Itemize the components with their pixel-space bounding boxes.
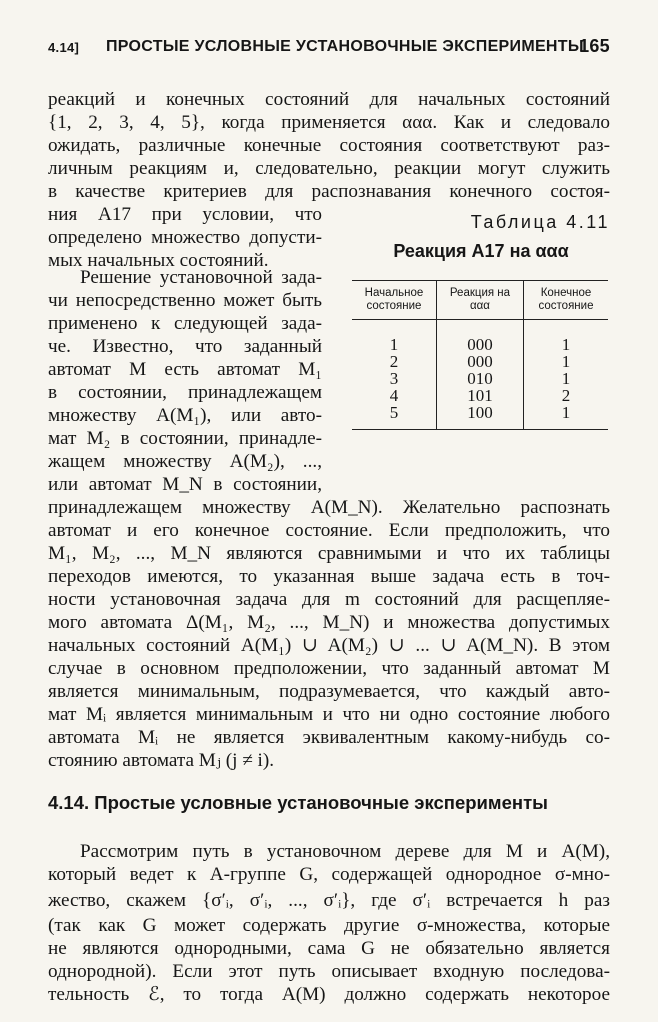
- text-line: тельность ℰ, то тогда A(M) должно содержать некоторое: [48, 984, 610, 1005]
- section-heading: 4.14. Простые условные установочные эксперименты: [48, 792, 548, 813]
- text-line: ния A17 при условии, что: [48, 204, 322, 225]
- table-cell: 2: [524, 387, 609, 404]
- table-row: [352, 387, 608, 404]
- text-line: автомат M есть автомат M₁: [48, 359, 322, 380]
- text-line: множеству A(M₁), или авто-: [48, 405, 322, 426]
- table-row: [352, 370, 608, 387]
- table-header: Конечное состояние: [524, 281, 609, 320]
- text-line: принадлежащем множеству A(M_N). Желательно распознать: [48, 497, 610, 518]
- table-cell: 1: [524, 320, 609, 354]
- text-line: жащем множеству A(M₂), ...,: [48, 451, 322, 472]
- table-cell: 101: [436, 387, 523, 404]
- table-header: Реакция на ααα: [436, 281, 523, 320]
- table-cell: 5: [389, 403, 399, 422]
- text-line: не являются однородными, сама G не обязательно является: [48, 938, 610, 959]
- text-line: начальных состояний A(M₁) ∪ A(M₂) ∪ ... ∪ A(M_N). В этом: [48, 635, 610, 656]
- text-line: мат M₂ в состоянии, принадле-: [48, 428, 322, 449]
- text-line: реакций и конечных состояний для начальных состояний: [48, 89, 610, 110]
- text-line: автомат и его конечное состояние. Если предположить, что: [48, 520, 610, 541]
- table-row: [352, 353, 608, 370]
- table-cell: 1: [524, 370, 609, 387]
- table-cell: 1: [389, 335, 399, 354]
- table-cell: 100: [436, 404, 523, 430]
- table-cell: 000: [436, 320, 523, 354]
- text-line: мого автомата Δ(M₁, M₂, ..., M_N) и множества допустимых: [48, 612, 610, 633]
- running-head: [48, 36, 610, 62]
- text-line: M₁, M₂, ..., M_N являются сравнимыми и что их таблицы: [48, 543, 610, 564]
- table-cell: 010: [436, 370, 523, 387]
- text-line: личным реакциям и, следовательно, реакции могут служить: [48, 158, 610, 179]
- header-title: ПРОСТЫЕ УСЛОВНЫЕ УСТАНОВОЧНЫЕ ЭКСПЕРИМЕНТЫ: [106, 38, 584, 55]
- table-title: Таблица 4.11: [470, 212, 610, 232]
- page-number: 165: [579, 36, 610, 56]
- text-line: (так как G может содержать другие σ-множества, которые: [48, 915, 610, 936]
- text-line: или автомат M_N в состоянии,: [48, 474, 322, 495]
- text-line: определено множество допусти-: [48, 227, 322, 248]
- header-section-number: 4.14]: [48, 40, 80, 55]
- text-line: является минимальным, подразумевается, что каждый авто-: [48, 681, 610, 702]
- table-row: [352, 404, 608, 430]
- text-line: че. Известно, что заданный: [48, 336, 322, 357]
- text-line: Решение установочной зада-: [80, 267, 322, 288]
- table-cell: 2: [389, 352, 399, 371]
- text-line: {1, 2, 3, 4, 5}, когда применяется ααα. Как и следовало: [48, 112, 610, 133]
- text-line: стоянию автомата Mⱼ (j ≠ i).: [48, 750, 275, 771]
- text-line: ности установочная задача для m состояний для расщепляе-: [48, 589, 610, 610]
- text-line: мат Mᵢ является минимальным и что ни одно состояние любого: [48, 704, 610, 725]
- table-cell: 000: [436, 353, 523, 370]
- table-row: [352, 320, 608, 354]
- table-subtitle: Реакция A17 на ααα: [393, 241, 569, 261]
- text-line: переходов имеются, то указанная выше задача есть в точ-: [48, 566, 610, 587]
- table-cell: 4: [389, 386, 399, 405]
- text-line: жество, скажем {σ′ᵢ, σ′ᵢ, ..., σ′ᵢ}, где σ′ᵢ встречается h раз: [48, 890, 610, 911]
- text-line: в качестве критериев для распознавания конечного состоя-: [48, 181, 610, 202]
- table-cell: 3: [389, 369, 399, 388]
- text-line: ожидать, различные конечные состояния соответствуют раз-: [48, 135, 610, 156]
- table-cell: 1: [524, 353, 609, 370]
- text-line: случае в основном предположении, что заданный автомат M: [48, 658, 610, 679]
- text-line: однородной). Если этот путь описывает входную последова-: [48, 961, 610, 982]
- text-line: который ведет к A-группе G, содержащей однородное σ-мно-: [48, 864, 610, 885]
- text-line: Рассмотрим путь в установочном дереве для M и A(M),: [80, 841, 610, 862]
- text-line: в состоянии, принадлежащем: [48, 382, 322, 403]
- text-line: применено к следующей зада-: [48, 313, 322, 334]
- text-line: автомата Mᵢ не является эквивалентным какому-нибудь со-: [48, 727, 610, 748]
- table-header: Начальное состояние: [352, 281, 436, 320]
- table-cell: 1: [524, 404, 609, 430]
- text-line: мых начальных состояний.: [48, 250, 269, 271]
- text-line: чи непосредственно может быть: [48, 290, 322, 311]
- reaction-table: [352, 280, 608, 430]
